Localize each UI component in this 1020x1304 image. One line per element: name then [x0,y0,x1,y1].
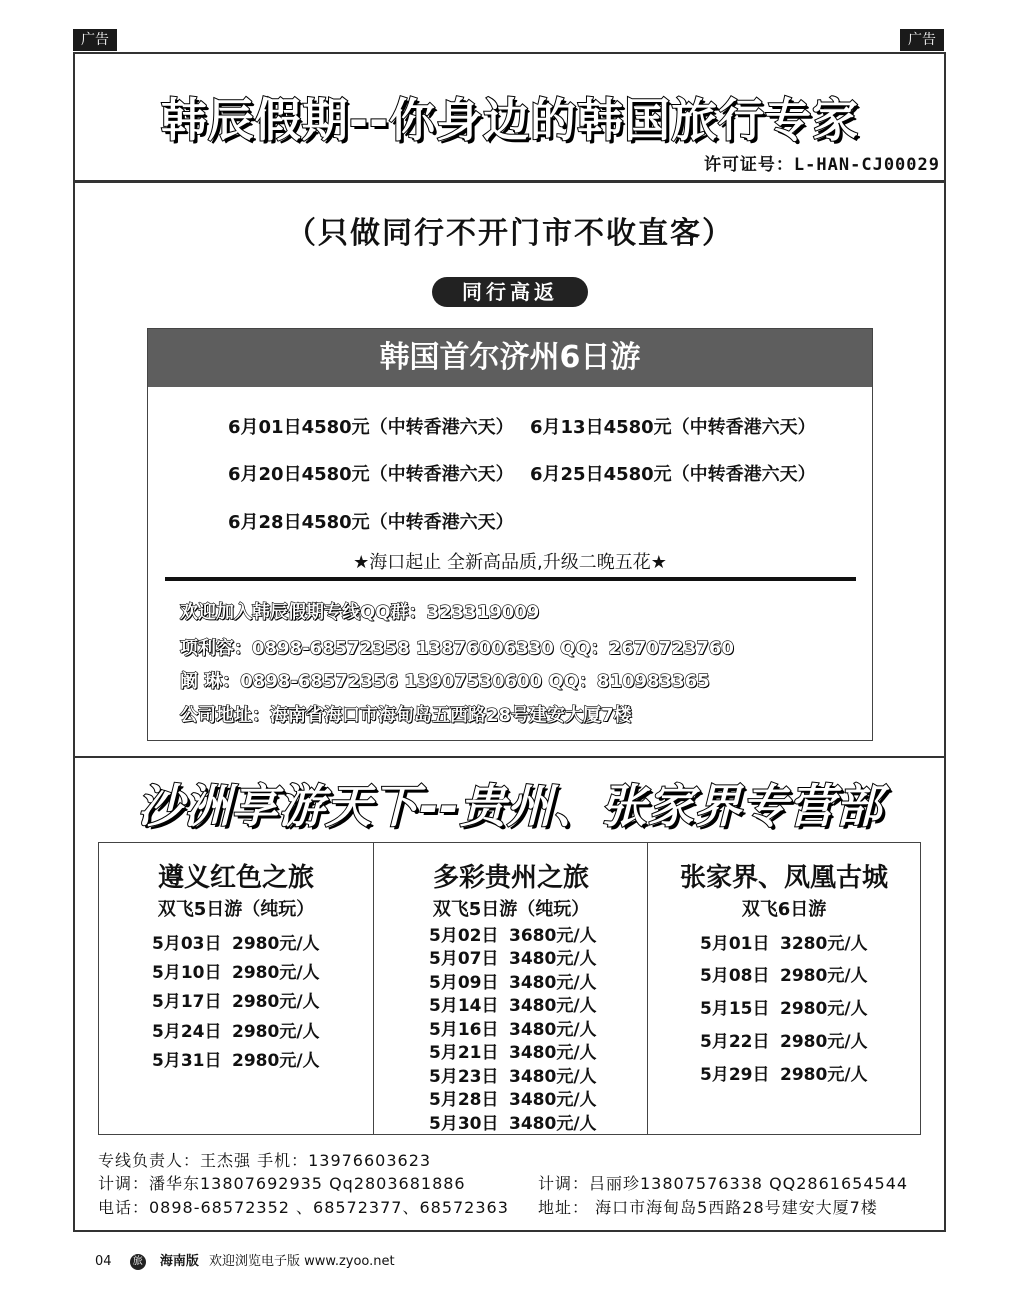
ad-tag-right: 广告 [900,29,944,51]
tour-date: 5月28日 [429,1090,499,1110]
tour-date: 5月07日 [429,949,499,969]
tour-date: 5月01日 [700,934,770,954]
tour-column [99,843,373,1134]
tour-date: 5月09日 [429,973,499,993]
tour-date-row [429,1109,597,1134]
tour-date-row [152,1017,320,1042]
company-address: 公司地址：海南省海口市海甸岛五西路28号建安大厦7楼 [180,705,632,726]
tour-date-row [700,929,868,954]
tour-date-row [429,991,597,1016]
highlight-divider [165,577,856,581]
tour-date-row [152,987,320,1012]
ad-tag-left: 广告 [73,29,117,51]
office-address: 地址： 海口市海甸岛5西路28号建安大厦7楼 [538,1198,878,1217]
tour-date: 5月30日 [429,1114,499,1134]
tour-date: 5月22日 [700,1032,770,1052]
tour-price: 2980元/人 [780,1065,868,1085]
tour-price: 3280元/人 [780,934,868,954]
edition-name: 海南版 [159,1254,199,1269]
tour-price: 2980元/人 [780,1032,868,1052]
tour-date: 5月21日 [429,1043,499,1063]
tour-date-row [700,961,868,986]
tour-highlight: ★海口起止 全新高品质,升级二晚五花★ [353,552,667,573]
tour-price: 3480元/人 [509,1043,597,1063]
tour-price: 2980元/人 [780,966,868,986]
tour-price: 3480元/人 [509,996,597,1016]
korea-tour-title: 韩国首尔济州6日游 [148,329,872,387]
tour-date-row [152,929,320,954]
tour-date-row [429,944,597,969]
tour-date: 5月23日 [429,1067,499,1087]
dispatcher-1: 计调：潘华东13807692935 Qq2803681886 [98,1174,466,1193]
tour-price: 2980元/人 [232,963,320,983]
page-number: 04 [95,1254,112,1269]
departure-item: 6月20日4580元（中转香港六天） [228,464,514,485]
license-number: 许可证号：L-HAN-CJ00029 [703,155,940,175]
section-divider [73,756,946,758]
tour-date-row [700,994,868,1019]
page-footer [95,1250,395,1270]
tour-date: 5月29日 [700,1065,770,1085]
departure-item: 6月25日4580元（中转香港六天） [530,464,816,485]
departure-item: 6月01日4580元（中转香港六天） [228,417,514,438]
tour-price: 3480元/人 [509,949,597,969]
tour-date: 5月10日 [152,963,222,983]
tour-date: 5月17日 [152,992,222,1012]
tour-date: 5月03日 [152,934,222,954]
tour-date-row [429,1062,597,1087]
tour-price: 2980元/人 [780,999,868,1019]
tour-date-row [429,968,597,993]
tour-price: 3480元/人 [509,973,597,993]
tour-column [647,843,920,1134]
tour-price: 3680元/人 [509,926,597,946]
website-link[interactable]: 欢迎浏览电子版 www.zyoo.net [208,1254,395,1269]
tour-column-subtitle: 双飞5日游（纯玩） [157,899,315,920]
tour-date-row [429,1038,597,1063]
tour-column-title: 张家界、凤凰古城 [679,863,888,893]
tour-date-row [700,1060,868,1085]
publication-logo-icon: 旅 [130,1254,146,1270]
line-manager: 专线负责人：王杰强 手机：13976603623 [98,1151,432,1170]
tour-price: 3480元/人 [509,1090,597,1110]
trade-only-notice: （只做同行不开门市不收直客） [286,216,734,251]
departure-item: 6月13日4580元（中转香港六天） [530,417,816,438]
tour-date: 5月15日 [700,999,770,1019]
tour-price: 3480元/人 [509,1067,597,1087]
tour-column-title: 多彩贵州之旅 [432,863,589,893]
header-divider [73,180,946,183]
office-phone: 电话：0898-68572352 、68572377、68572363 [98,1198,509,1217]
tour-column-title: 遵义红色之旅 [157,863,314,893]
tour-date-row [152,958,320,983]
tour-date: 5月02日 [429,926,499,946]
contact-line: 项利容：0898-68572358 13876006330 QQ：2670723760 [180,638,734,659]
tour-column [373,843,648,1134]
qq-group-line: 欢迎加入韩辰假期专线QQ群：323319009 [180,602,540,623]
tour-price: 3480元/人 [509,1114,597,1134]
tour-column-subtitle: 双飞5日游（纯玩） [432,899,590,920]
header-title: 韩辰假期--你身边的韩国旅行专家 [160,93,860,147]
tour-date: 5月24日 [152,1022,222,1042]
tour-date: 5月14日 [429,996,499,1016]
tour-date-row [429,921,597,946]
tour-price-table [98,842,921,1135]
departure-item: 6月28日4580元（中转香港六天） [228,512,514,533]
tour-date-row [152,1046,320,1071]
contact-line: 阚 琳：0898-68572356 13907530600 QQ：810983365 [180,671,710,692]
tour-date-row [429,1015,597,1040]
dispatcher-2: 计调：吕丽珍13807576338 QQ2861654544 [538,1174,909,1193]
tour-date-row [429,1085,597,1110]
tour-price: 2980元/人 [232,992,320,1012]
tour-price: 2980元/人 [232,934,320,954]
tour-price: 2980元/人 [232,1051,320,1071]
tour-date: 5月08日 [700,966,770,986]
tour-date: 5月16日 [429,1020,499,1040]
tour-column-subtitle: 双飞6日游 [741,899,827,920]
peer-rebate-badge: 同行高返 [432,277,588,307]
tour-date-row [700,1027,868,1052]
guizhou-title: 沙洲享游天下--贵州、张家界专营部 [137,779,883,833]
tour-price: 3480元/人 [509,1020,597,1040]
tour-price: 2980元/人 [232,1022,320,1042]
tour-date: 5月31日 [152,1051,222,1071]
